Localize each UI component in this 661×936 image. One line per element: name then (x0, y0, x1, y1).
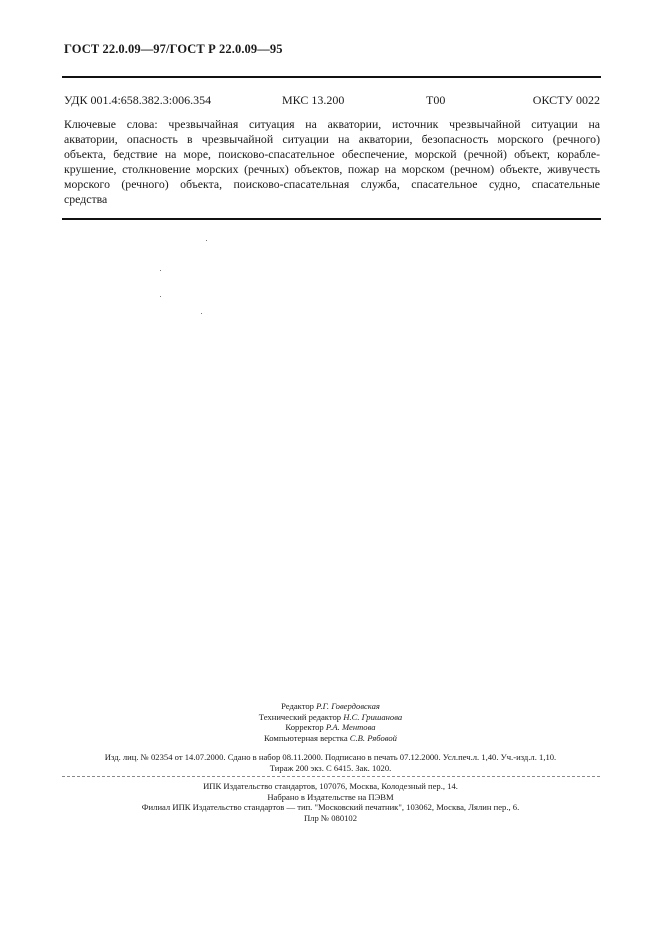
group-code: Т00 (426, 93, 446, 107)
scan-speck (201, 313, 202, 314)
bottom-divider (62, 218, 601, 220)
tech-editor-line (0, 712, 661, 723)
publisher-info (0, 781, 661, 823)
keywords-line: средства (64, 192, 108, 206)
top-divider (62, 76, 601, 78)
document-header-title: ГОСТ 22.0.09—97/ГОСТ Р 22.0.09—95 (64, 42, 283, 56)
editor-line (0, 701, 661, 712)
credits-block (0, 701, 661, 743)
plr-number-line: Плр № 080102 (303, 812, 358, 823)
keywords-line: крушение, столкновение морских (речных) объектов, пожар на морском (речном) объекте, живучесть (64, 162, 600, 176)
classification-row (64, 93, 600, 109)
layout-label: Компьютерная верстка (264, 732, 348, 743)
editor-name: Р.Г. Говердовская (316, 701, 380, 711)
keywords-line: акватории, опасность в чрезвычайной ситуации на акватории, безопасность морского (речного) (64, 132, 600, 146)
layout-name: С.В. Рябовой (349, 732, 397, 743)
udk-code: УДК 001.4:658.382.3:006.354 (64, 93, 212, 107)
imprint-divider (62, 776, 600, 777)
scan-speck (160, 270, 161, 271)
layout-line (0, 733, 661, 744)
publisher-address-line: ИПК Издательство стандартов, 107076, Москва, Колодезный пер., 14. (203, 781, 458, 791)
tech-editor-name: Н.С. Гришанова (343, 711, 403, 722)
keywords-line: Ключевые слова: чрезвычайная ситуация на акватории, источник чрезвычайной ситуации на (64, 117, 600, 131)
issue-license-line: Изд. лиц. № 02354 от 14.07.2000. Сдано в набор 08.11.2000. Подписано в печать 07.12.2000. Усл.печ.л. 1,40. Уч.-изд.л. 1,10. (104, 752, 557, 762)
mks-code: МКС 13.200 (282, 93, 345, 107)
keywords-line: морского (речного) объекта, поисково-спасательная служба, спасательное судно, спасательные (64, 177, 600, 191)
corrector-label: Корректор (285, 722, 324, 732)
issue-info (0, 752, 661, 773)
scan-speck (206, 240, 207, 241)
typeset-line: Набрано в Издательстве на ПЭВМ (267, 791, 394, 802)
corrector-line (0, 722, 661, 733)
okstu-code: ОКСТУ 0022 (532, 93, 600, 107)
issue-print-run-line: Тираж 200 экз. С 6415. Зак. 1020. (269, 762, 392, 773)
tech-editor-label: Технический редактор (258, 711, 342, 722)
keywords-line: объекта, бедствие на море, поисково-спасательное обеспечение, морской (речной) объект, корабле- (64, 147, 600, 161)
scan-speck (160, 296, 161, 297)
corrector-name: Р.А. Ментова (325, 722, 376, 732)
keywords-paragraph (64, 117, 600, 207)
editor-label: Редактор (281, 701, 314, 711)
printing-house-line: Филиал ИПК Издательство стандартов — тип. "Московский печатник", 103062, Москва, Лялин пер., 6. (141, 802, 520, 812)
